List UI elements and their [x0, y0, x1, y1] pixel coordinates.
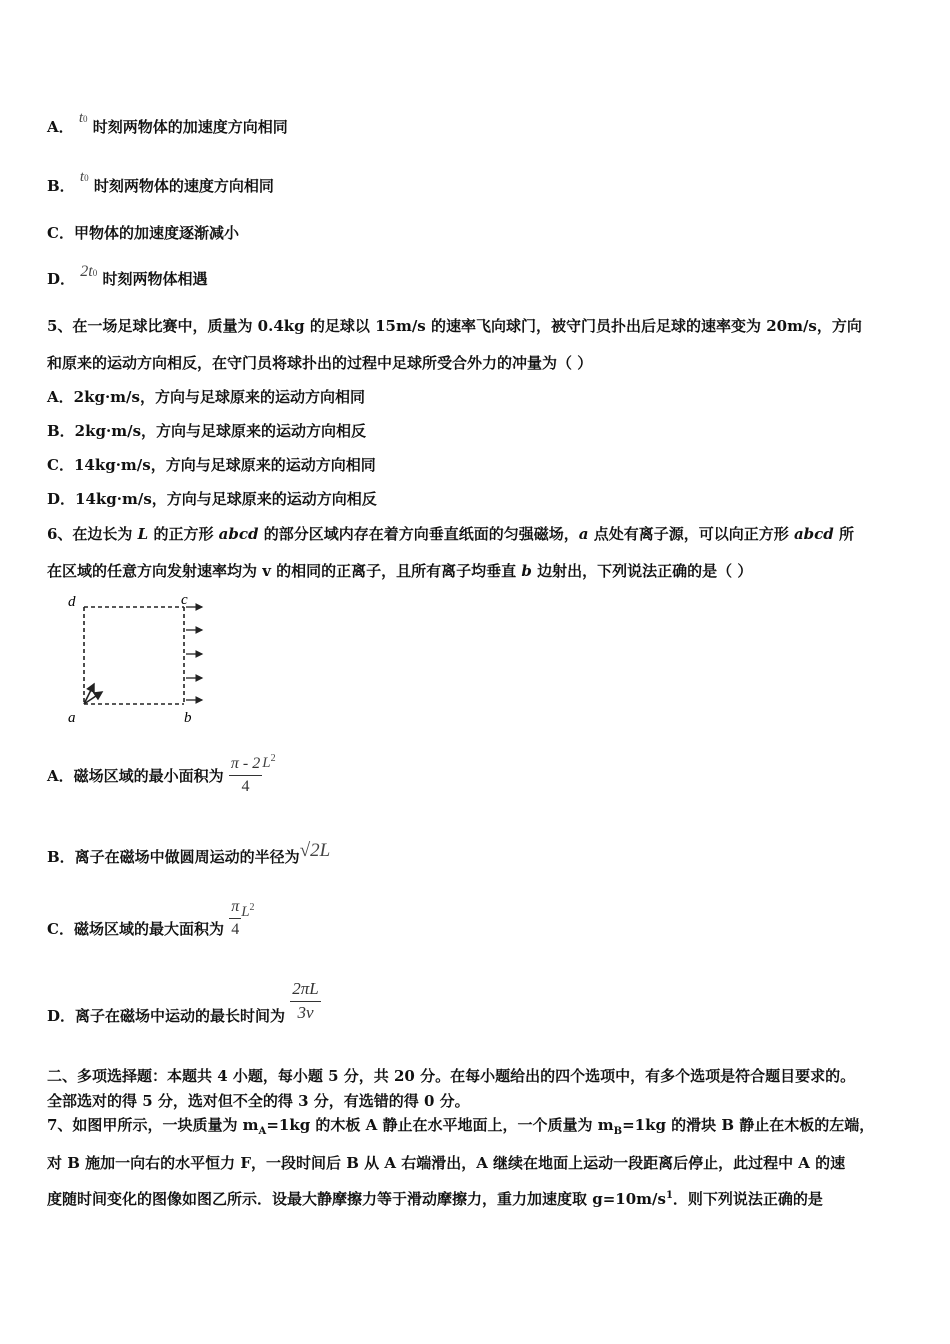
q6-square-figure	[64, 592, 214, 727]
q6-d-fraction: $\frac{2\pi L}{3v}$	[292, 979, 319, 1022]
q4-a-math: t0	[78, 110, 88, 126]
q4-option-b	[47, 169, 274, 196]
q4-option-a	[47, 110, 288, 137]
exit-arrows	[186, 607, 202, 700]
section2-heading-line2: 全部选对的得 5 分，选对但不全的得 3 分，有选错的得 0 分。	[47, 1092, 470, 1110]
q4-b-math: t0	[79, 169, 89, 185]
q4-d-math: 2t0	[80, 263, 98, 280]
q4-option-d	[47, 263, 208, 289]
q7-stem-line1: 7、如图甲所示，一块质量为 $m_A=1kg$ 的木板 A 静止在水平地面上，一个质量为 $m_B=1kg$ 的滑块 B 静止在木板的左端，	[47, 1116, 875, 1137]
q4-a-label: A．	[47, 118, 74, 136]
q6-c-fraction: $\frac{\pi}{4}$	[231, 898, 240, 938]
label-a: a	[68, 710, 76, 726]
q6-option-c: C．磁场区域的最大面积为 $\frac{\pi}{4}$ $L^2$	[47, 898, 255, 939]
q5-option-d: D．14kg·m/s，方向与足球原来的运动方向相反	[47, 490, 377, 508]
q4-d-text: 时刻两物体相遇	[102, 270, 208, 288]
square-dashed-outline	[84, 607, 184, 704]
q5-option-c: C．14kg·m/s，方向与足球原来的运动方向相同	[47, 456, 376, 474]
q7-stem-line2: 对 B 施加一向右的水平恒力 F，一段时间后 B 从 A 右端滑出，A 继续在地面上运动一段距离后停止，此过程中 A 的速	[47, 1154, 846, 1172]
q4-option-c	[47, 222, 239, 243]
q5-option-b: B．2kg·m/s，方向与足球原来的运动方向相反	[47, 422, 367, 440]
label-b: b	[184, 710, 192, 726]
q6-option-d: D．离子在磁场中运动的最长时间为 $\frac{2\pi L}{3v}$	[47, 979, 319, 1026]
q4-a-text: 时刻两物体的加速度方向相同	[92, 118, 288, 136]
q6-a-fraction: $\frac{\pi - 2}{4}$	[230, 755, 261, 795]
q4-b-text: 时刻两物体的速度方向相同	[93, 177, 274, 195]
q5-option-a: A．2kg·m/s，方向与足球原来的运动方向相同	[47, 388, 365, 406]
q4-b-label: B．	[47, 177, 75, 195]
q5-stem-line1: 5、在一场足球比赛中，质量为 0.4kg 的足球以 15m/s 的速率飞向球门，被守门员扑出后足球的速率变为 20m/s，方向	[47, 317, 862, 335]
q5-stem-line2: 和原来的运动方向相反，在守门员将球扑出的过程中足球所受合外力的冲量为（ ）	[47, 354, 593, 372]
q6-stem-line1: 6、在边长为 L 的正方形 abcd 的部分区域内存在着方向垂直纸面的匀强磁场，a 点处有离子源，可以向正方形 abcd 所	[47, 525, 855, 543]
q4-c-label: C．	[47, 224, 74, 242]
q4-d-label: D．	[47, 270, 76, 288]
q4-c-text: 甲物体的加速度逐渐减小	[73, 224, 239, 242]
source-arrows	[84, 684, 102, 704]
q6-stem-line2: 在区域的任意方向发射速率均为 v 的相同的正离子，且所有离子均垂直 b 边射出，下列说法正确的是（ ）	[47, 562, 753, 580]
label-c: c	[181, 592, 188, 608]
q6-option-a: A．磁场区域的最小面积为 $\frac{\pi - 2}{4}$ $L^2$	[47, 753, 276, 795]
q7-stem-line3: 度随时间变化的图像如图乙所示．设最大静摩擦力等于滑动摩擦力，重力加速度取 $g=10m/s^1$．则下列说法正确的是	[47, 1190, 823, 1208]
label-d: d	[68, 594, 76, 610]
q6-option-b: B．离子在磁场中做圆周运动的半径为√2L	[47, 840, 331, 866]
section2-heading-line1: 二、多项选择题：本题共 4 小题，每小题 5 分，共 20 分。在每小题给出的四个选项中，有多个选项是符合题目要求的。	[47, 1067, 856, 1085]
